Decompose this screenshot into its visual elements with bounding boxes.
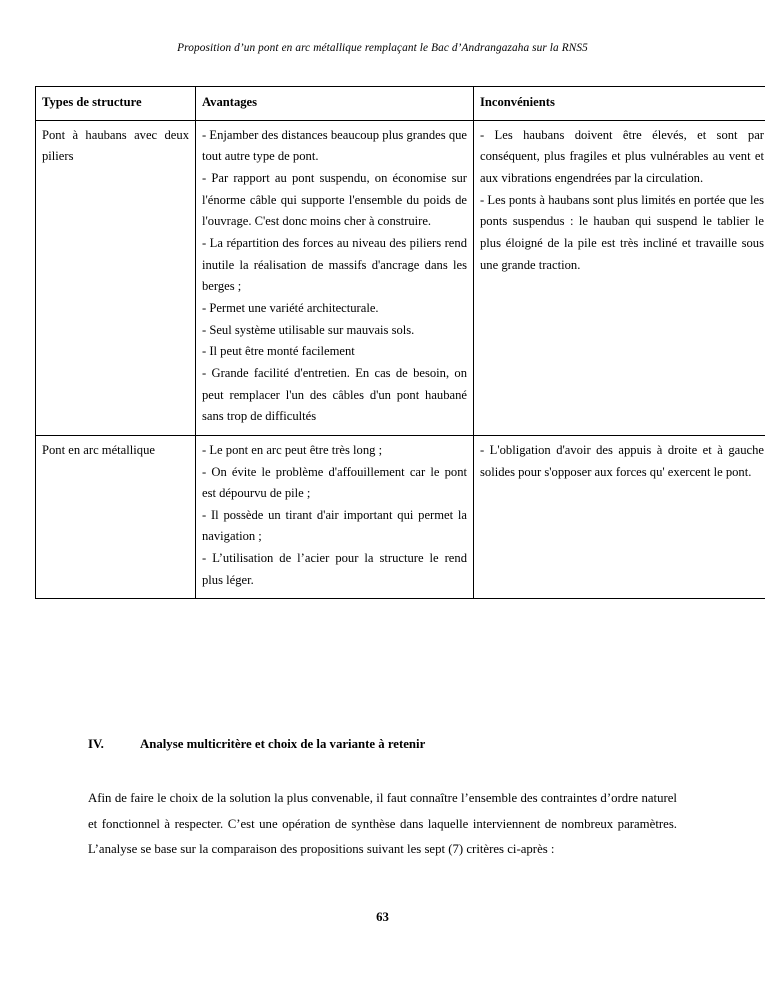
comparison-table — [35, 86, 765, 599]
advantage-item: - On évite le problème d'affouillement car le pont est dépourvu de pile ; — [202, 464, 467, 501]
disadvantage-item: - L'obligation d'avoir des appuis à droite et à gauche solides pour s'opposer aux forces qu' exercent le pont. — [480, 442, 764, 479]
cell-structure-type — [36, 120, 196, 435]
table-row — [36, 435, 765, 599]
cell-disadvantages — [474, 120, 765, 435]
body-paragraph: Afin de faire le choix de la solution la plus convenable, il faut connaître l’ensemble des contraintes d’ordre naturel et fonctionnel à respecter. C’est une opération de synthèse dans laquelle interviennent de nombreux paramètres. L’analyse se base sur la comparaison des propositions suivant les sept (7) critères ci-après : — [88, 791, 677, 857]
advantage-item: - La répartition des forces au niveau des piliers rend inutile la réalisation de massifs d'ancrage dans les berges ; — [202, 235, 467, 294]
column-header-disadvantages: Inconvénients — [474, 87, 765, 121]
table-header-row — [36, 87, 765, 121]
advantage-item: - Grande facilité d'entretien. En cas de besoin, on peut remplacer l'un des câbles d'un pont haubané sans trop de difficultés — [202, 365, 467, 424]
disadvantage-item: - Les ponts à haubans sont plus limités en portée que les ponts suspendus : le hauban qui suspend le tablier le plus éloigné de la pile est très incliné et travaille sous une grande traction. — [480, 192, 764, 272]
disadvantage-item: - Les haubans doivent être élevés, et sont par conséquent, plus fragiles et plus vulnérables au vent et aux vibrations engendrées par la circulation. — [480, 127, 764, 185]
structure-type-text: Pont en arc métallique — [42, 442, 155, 457]
cell-advantages — [196, 435, 474, 599]
section-title: Analyse multicritère et choix de la variante à retenir — [140, 737, 426, 751]
column-header-type: Types de structure — [36, 87, 196, 121]
page-number: 63 — [376, 910, 389, 924]
table-header — [36, 87, 765, 121]
advantage-item: - L’utilisation de l’acier pour la structure le rend plus léger. — [202, 551, 467, 587]
advantage-item: - Par rapport au pont suspendu, on économise sur l'énorme câble qui supporte l'ensemble du poids de l'ouvrage. C'est donc moins cher à construire. — [202, 170, 467, 229]
advantage-item: - Enjamber des distances beaucoup plus grandes que tout autre type de pont. — [202, 127, 467, 164]
advantage-item: - Seul système utilisable sur mauvais sols. — [202, 322, 415, 337]
cell-advantages — [196, 120, 474, 435]
cell-disadvantages — [474, 435, 765, 599]
table-body — [36, 120, 765, 599]
section-number: IV. — [88, 737, 104, 751]
table-row — [36, 120, 765, 435]
cell-structure-type — [36, 435, 196, 599]
advantage-item: - Le pont en arc peut être très long ; — [202, 442, 383, 457]
running-header: Proposition d’un pont en arc métallique remplaçant le Bac d’Andrangazaha sur la RNS5 — [177, 42, 588, 54]
structure-type-text: Pont à haubans avec deux piliers — [42, 127, 189, 164]
section-heading — [88, 737, 425, 752]
advantage-item: - Permet une variété architecturale. — [202, 300, 379, 315]
advantage-item: - Il peut être monté facilement — [202, 344, 355, 359]
advantage-item: - Il possède un tirant d'air important qui permet la navigation ; — [202, 507, 467, 544]
column-header-advantages: Avantages — [196, 87, 474, 121]
